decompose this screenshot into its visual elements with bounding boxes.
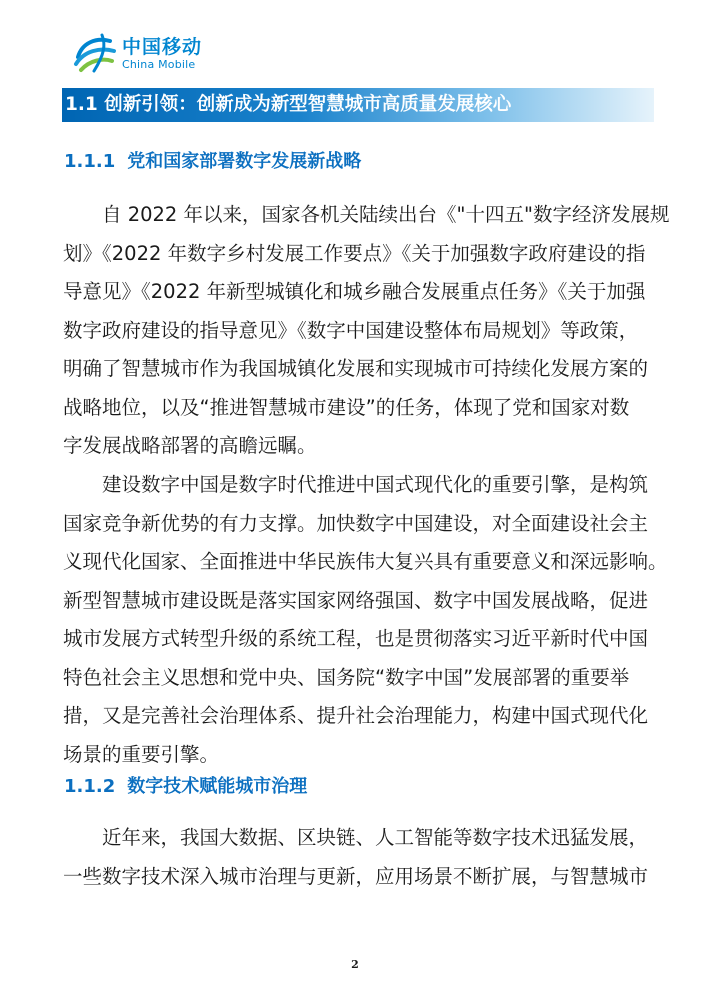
text-line: 明确了智慧城市作为我国城镇化发展和实现城市可持续化发展方案的 bbox=[63, 357, 649, 380]
subsection-heading-1-1-1 bbox=[64, 147, 361, 173]
section-heading-banner bbox=[62, 88, 654, 122]
text-line: 城市发展方式转型升级的系统工程，也是贯彻落实习近平新时代中国 bbox=[63, 627, 649, 650]
text-line: 字发展战略部署的高瞻远瞩。 bbox=[63, 434, 317, 457]
page-number: 2 bbox=[351, 958, 359, 971]
paragraph-digital-china bbox=[63, 466, 668, 774]
text-line: 划》《2022 年数字乡村发展工作要点》《关于加强数字政府建设的指 bbox=[63, 241, 646, 265]
logo-text bbox=[122, 36, 202, 71]
china-mobile-logo bbox=[72, 30, 202, 76]
logo-chinese-name: 中国移动 bbox=[122, 35, 203, 58]
subsection-title: 数字技术赋能城市治理 bbox=[127, 776, 308, 797]
text-line: 导意见》《2022 年新型城镇化和城乡融合发展重点任务》《关于加强 bbox=[63, 280, 646, 303]
text-line: 特色社会主义思想和党中央、国务院“数字中国”发展部署的重要举 bbox=[63, 665, 630, 689]
section-number: 1.1 bbox=[65, 94, 98, 115]
text-line: 近年来，我国大数据、区块链、人工智能等数字技术迅猛发展， bbox=[102, 826, 649, 849]
text-line: 战略地位，以及“推进智慧城市建设”的任务，体现了党和国家对数 bbox=[63, 395, 630, 419]
text-line: 自 2022 年以来，国家各机关陆续出台《"十四五"数字经济发展规 bbox=[102, 203, 670, 226]
china-mobile-emblem-icon bbox=[72, 31, 118, 75]
text-line: 一些数字技术深入城市治理与更新，应用场景不断扩展，与智慧城市 bbox=[63, 864, 649, 888]
text-line: 新型智慧城市建设既是落实国家网络强国、数字中国发展战略，促进 bbox=[63, 588, 649, 612]
text-line: 义现代化国家、全面推进中华民族伟大复兴具有重要意义和深远影响。 bbox=[63, 550, 668, 573]
logo-english-name: China Mobile bbox=[122, 57, 196, 71]
subsection-heading-1-1-2 bbox=[64, 772, 307, 798]
text-line: 场景的重要引擎。 bbox=[63, 742, 220, 766]
section-title: 创新引领：创新成为新型智慧城市高质量发展核心 bbox=[104, 94, 512, 115]
subsection-number: 1.1.1 bbox=[64, 151, 116, 172]
text-line: 措，又是完善社会治理体系、提升社会治理能力，构建中国式现代化 bbox=[63, 704, 649, 727]
subsection-number: 1.1.2 bbox=[64, 776, 116, 797]
text-line: 建设数字中国是数字时代推进中国式现代化的重要引擎，是构筑 bbox=[102, 473, 649, 496]
subsection-title: 党和国家部署数字发展新战略 bbox=[127, 151, 362, 172]
paragraph-policy-overview bbox=[63, 196, 669, 466]
paragraph-digital-technology bbox=[63, 819, 648, 896]
text-line: 国家竞争新优势的有力支撑。加快数字中国建设，对全面建设社会主 bbox=[63, 511, 649, 535]
text-line: 数字政府建设的指导意见》《数字中国建设整体布局规划》等政策， bbox=[63, 318, 639, 342]
